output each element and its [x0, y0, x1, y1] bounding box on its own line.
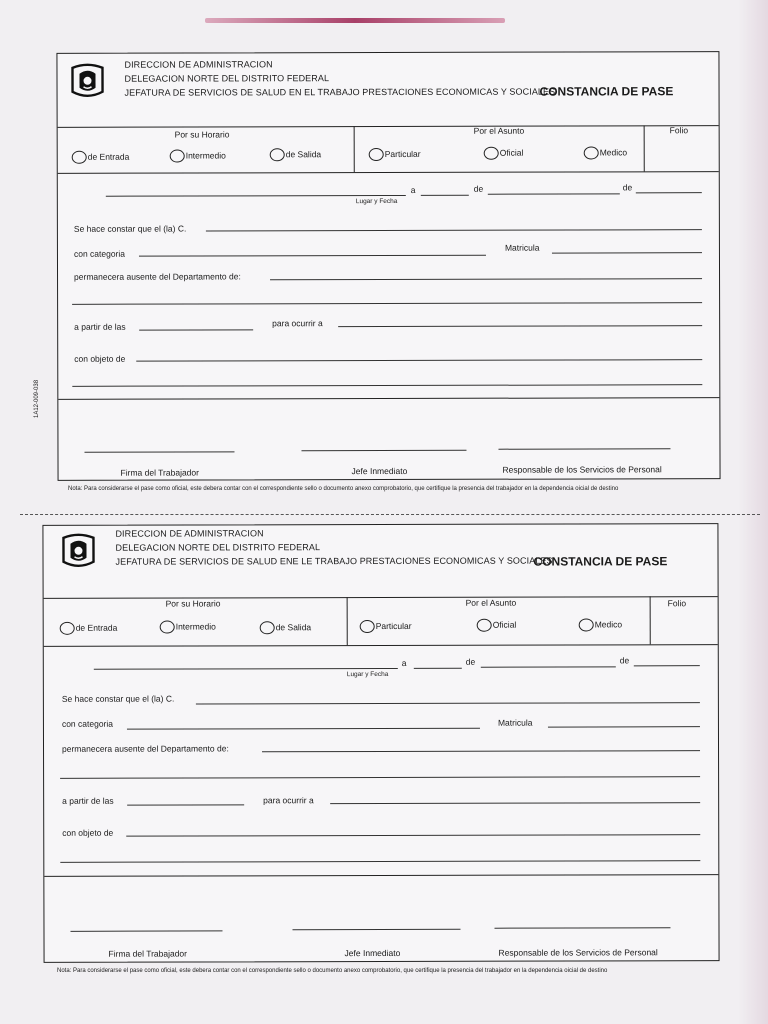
personnel-signature-field[interactable]	[494, 927, 670, 928]
worker-signature-field[interactable]	[70, 930, 222, 931]
horario-heading: Por su Horario	[165, 598, 221, 609]
objeto-label: con objeto de	[62, 827, 114, 838]
department-field[interactable]	[270, 278, 702, 280]
radio-circle[interactable]	[270, 148, 285, 161]
form-note: Nota: Para considerarse el pase como oficial, este debera contar con el correspondiente sello o documento anexo comprobatorio, que certifique la presencia del trabajador en la dependencia oicial de destino	[68, 486, 619, 492]
option-label: Particular	[375, 620, 412, 632]
department-field[interactable]	[262, 750, 700, 752]
radio-circle[interactable]	[170, 149, 185, 162]
label-de: de	[619, 655, 630, 666]
signature-label-supervisor: Jefe Inmediato	[351, 465, 408, 477]
option-label: Intermedio	[175, 621, 216, 632]
lugar-fecha-label: Lugar y Fecha	[355, 197, 398, 206]
header-divider	[44, 596, 718, 599]
consta-label: Se hace constar que el (la) C.	[73, 223, 187, 234]
pass-form-top	[56, 51, 720, 481]
ausente-label: permanecera ausente del Departamento de:	[62, 743, 229, 754]
section-divider	[650, 596, 651, 644]
purpose-field[interactable]	[126, 834, 700, 837]
form-title: CONSTANCIA DE PASE	[533, 554, 668, 569]
radio-circle[interactable]	[477, 618, 492, 631]
radio-circle[interactable]	[260, 621, 275, 634]
pass-form-bottom	[42, 523, 719, 963]
radio-circle[interactable]	[579, 618, 594, 631]
form-code: 1A12-009-038	[34, 379, 40, 418]
label-a: a	[410, 184, 416, 195]
option-particular[interactable]	[369, 146, 421, 162]
header-delegation: DELEGACION NORTE DEL DISTRITO FEDERAL	[124, 73, 330, 84]
time-field[interactable]	[127, 804, 244, 805]
time-field[interactable]	[139, 329, 253, 330]
day-field[interactable]	[421, 195, 469, 196]
destination-field[interactable]	[338, 325, 702, 327]
folio-label: Folio	[667, 598, 687, 609]
worker-name-field[interactable]	[206, 229, 702, 231]
form-title: CONSTANCIA DE PASE	[539, 84, 674, 99]
radio-circle[interactable]	[72, 150, 87, 163]
categoria-label: con categoria	[61, 718, 114, 729]
ausente-label: permanecera ausente del Departamento de:	[74, 271, 241, 282]
signature-label-worker: Firma del Trabajador	[120, 467, 199, 478]
header-divider	[58, 125, 719, 128]
signature-label-worker: Firma del Trabajador	[108, 948, 187, 959]
matricula-label: Matricula	[504, 242, 540, 253]
month-field[interactable]	[481, 666, 616, 667]
option-label: de Salida	[285, 149, 322, 160]
option-label: Intermedio	[185, 150, 226, 161]
signature-label-personnel: Responsable de los Servicios de Personal	[498, 947, 658, 958]
radio-circle[interactable]	[360, 620, 375, 633]
option-label: de Salida	[275, 622, 312, 633]
department-field-line2[interactable]	[60, 776, 700, 779]
purpose-field[interactable]	[136, 359, 702, 361]
option-label: de Entrada	[87, 151, 130, 162]
radio-circle[interactable]	[484, 146, 499, 159]
purpose-field-line2[interactable]	[60, 860, 700, 863]
option-intermedio[interactable]	[170, 147, 226, 163]
header-department: JEFATURA DE SERVICIOS DE SALUD EN EL TRABAJO PRESTACIONES ECONOMICAS Y SOCIALES	[124, 86, 556, 98]
partir-label: a partir de las	[62, 795, 114, 806]
label-de: de	[473, 183, 484, 194]
supervisor-signature-field[interactable]	[301, 450, 466, 451]
radio-circle[interactable]	[369, 148, 384, 161]
year-field[interactable]	[634, 665, 700, 666]
partir-label: a partir de las	[74, 321, 126, 332]
option-particular[interactable]	[360, 618, 412, 634]
option-de-entrada[interactable]	[72, 149, 130, 165]
imss-logo-icon	[68, 62, 106, 102]
label-de: de	[465, 656, 476, 667]
option-medico[interactable]	[584, 144, 627, 160]
folio-label: Folio	[669, 125, 689, 136]
option-label: Medico	[599, 147, 628, 158]
options-divider	[44, 644, 718, 647]
worker-name-field[interactable]	[196, 702, 700, 704]
paper-edge-shadow	[738, 0, 768, 1024]
month-field[interactable]	[488, 193, 620, 194]
header-delegation: DELEGACION NORTE DEL DISTRITO FEDERAL	[115, 542, 321, 553]
section-divider	[644, 125, 645, 171]
lugar-fecha-label: Lugar y Fecha	[346, 670, 389, 679]
purpose-field-line2[interactable]	[72, 384, 702, 387]
radio-circle[interactable]	[60, 621, 75, 634]
header-department: JEFATURA DE SERVICIOS DE SALUD ENE LE TRABAJO PRESTACIONES ECONOMICAS Y SOCIALES	[115, 555, 553, 567]
worker-signature-field[interactable]	[84, 451, 234, 452]
option-label: de Entrada	[75, 622, 118, 633]
matricula-field[interactable]	[548, 726, 700, 727]
option-de-salida[interactable]	[260, 619, 311, 635]
horario-heading: Por su Horario	[174, 129, 230, 140]
option-label: Oficial	[492, 619, 517, 630]
option-medico[interactable]	[579, 616, 622, 632]
radio-circle[interactable]	[584, 146, 599, 159]
option-label: Particular	[384, 148, 421, 160]
option-oficial[interactable]	[477, 617, 517, 633]
asunto-heading: Por el Asunto	[473, 125, 525, 136]
option-oficial[interactable]	[484, 145, 524, 161]
signature-divider	[58, 397, 719, 400]
ocurrir-label: para ocurrir a	[272, 318, 323, 329]
option-label: Oficial	[499, 147, 524, 158]
ocurrir-label: para ocurrir a	[263, 795, 314, 806]
options-divider	[58, 171, 719, 174]
matricula-label: Matricula	[497, 717, 533, 728]
personnel-signature-field[interactable]	[498, 448, 670, 449]
matricula-field[interactable]	[552, 252, 702, 253]
signature-divider	[44, 874, 718, 877]
cut-line	[20, 514, 760, 515]
label-a: a	[401, 657, 407, 668]
option-intermedio[interactable]	[160, 618, 216, 634]
section-divider	[354, 126, 355, 172]
signature-label-personnel: Responsable de los Servicios de Personal	[502, 464, 662, 475]
consta-label: Se hace constar que el (la) C.	[61, 693, 175, 704]
asunto-heading: Por el Asunto	[465, 597, 517, 608]
signature-label-supervisor: Jefe Inmediato	[344, 947, 401, 959]
option-label: Medico	[594, 619, 623, 630]
categoria-label: con categoria	[73, 248, 126, 259]
header-direction: DIRECCION DE ADMINISTRACION	[115, 528, 264, 539]
header-direction: DIRECCION DE ADMINISTRACION	[124, 59, 273, 70]
imss-logo-icon	[59, 532, 97, 572]
radio-circle[interactable]	[160, 620, 175, 633]
place-date-field[interactable]	[106, 195, 406, 197]
paper-edge-mark	[205, 18, 505, 23]
form-note: Nota: Para considerarse el pase como oficial, este debera contar con el correspondiente sello o documento anexo comprobatorio, que certifique la presencia del trabajador en la dependencia oicial de destino	[57, 968, 608, 974]
category-field[interactable]	[127, 728, 480, 730]
place-date-field[interactable]	[94, 668, 398, 670]
option-de-entrada[interactable]	[60, 620, 118, 636]
supervisor-signature-field[interactable]	[292, 929, 460, 930]
objeto-label: con objeto de	[74, 353, 126, 364]
category-field[interactable]	[139, 255, 486, 257]
section-divider	[347, 597, 348, 645]
destination-field[interactable]	[330, 802, 700, 804]
option-de-salida[interactable]	[270, 146, 321, 162]
day-field[interactable]	[414, 668, 462, 669]
department-field-line2[interactable]	[72, 302, 702, 305]
year-field[interactable]	[636, 192, 702, 193]
label-de: de	[622, 182, 633, 193]
